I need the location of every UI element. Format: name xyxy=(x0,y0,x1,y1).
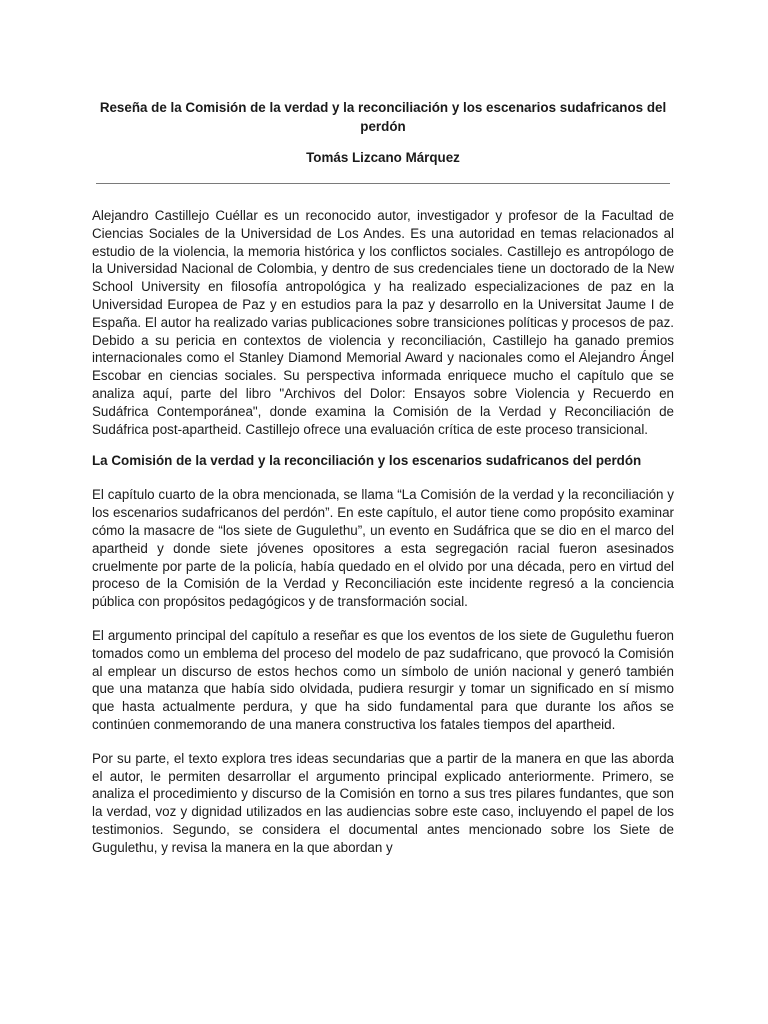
paragraph-secondary-ideas: Por su parte, el texto explora tres ideas secundarias que a partir de la manera en que las aborda el autor, le permiten desarrollar el argumento principal explicado anteriormente. Primero, se analiza el procedimiento y discurso de la Comisión en torno a sus tres pilares fundantes, que son la verdad, voz y dignidad utilizados en las audiencias sobre este caso, incluyendo el papel de los testimonios. Segundo, se considera el documental antes mencionado sobre los Siete de Gugulethu, y revisa la manera en la que abordan y xyxy=(92,750,674,855)
document-title: Reseña de la Comisión de la verdad y la reconciliación y los escenarios sudafricanos del perdón xyxy=(99,100,667,134)
paragraph-author-bio: Alejandro Castillejo Cuéllar es un reconocido autor, investigador y profesor de la Facultad de Ciencias Sociales de la Universidad de Los Andes. Es una autoridad en temas relacionados al estudio de la violencia, la memoria histórica y los conflictos sociales. Castillejo es antropólogo de la Universidad Nacional de Colombia, y dentro de sus credenciales tiene un doctorado de la New School University en filosofía antropológica y ha realizado especializaciones de paz en la Universidad Europea de Paz y en estudios para la paz y desarrollo en la Universitat Jaume I de España. El autor ha realizado varias publicaciones sobre transiciones políticas y procesos de paz. Debido a su pericia en contextos de violencia y reconciliación, Castillejo ha ganado premios internacionales como el Stanley Diamond Memorial Award y nacionales como el Alejandro Ángel Escobar en ciencias sociales. Su perspectiva informada enriquece mucho el capítulo que se analiza aquí, parte del libro "Archivos del Dolor: Ensayos sobre Violencia y Recuerdo en Sudáfrica Contemporánea", donde examina la Comisión de la Verdad y Reconciliación de Sudáfrica post-apartheid. Castillejo ofrece una evaluación crítica de este proceso transicional. xyxy=(92,208,674,437)
document-author: Tomás Lizcano Márquez xyxy=(306,150,460,165)
title-divider xyxy=(96,183,670,184)
paragraph-main-argument: El argumento principal del capítulo a reseñar es que los eventos de los siete de Gugulethu fueron tomados como un emblema del proceso del modelo de paz sudafricano, que provocó la Comisión al emplear un discurso de estos hechos como un símbolo de unión nacional y generó también que una matanza que había sido olvidada, pudiera resurgir y tomar un significado en sí mismo que hasta actualmente perdura, y que ha sido fundamental para que durante los años se continúen conmemorando de una manera constructiva los fatales tiempos del apartheid. xyxy=(92,627,674,732)
paragraph-chapter-intro: El capítulo cuarto de la obra mencionada, se llama “La Comisión de la verdad y la reconciliación y los escenarios sudafricanos del perdón”. En este capítulo, el autor tiene como propósito examinar cómo la masacre de “los siete de Gugulethu”, un evento en Sudáfrica que se dio en el marco del apartheid y donde siete jóvenes opositores a esta segregación racial fueron asesinados cruelmente por parte de la policía, había quedado en el olvido por una década, pero en virtud del proceso de la Comisión de la Verdad y Reconciliación este incidente regresó a la conciencia pública con propósitos pedagógicos y de transformación social. xyxy=(92,487,674,610)
section-heading: La Comisión de la verdad y la reconciliación y los escenarios sudafricanos del perdón xyxy=(92,453,642,469)
document-page xyxy=(92,98,674,857)
